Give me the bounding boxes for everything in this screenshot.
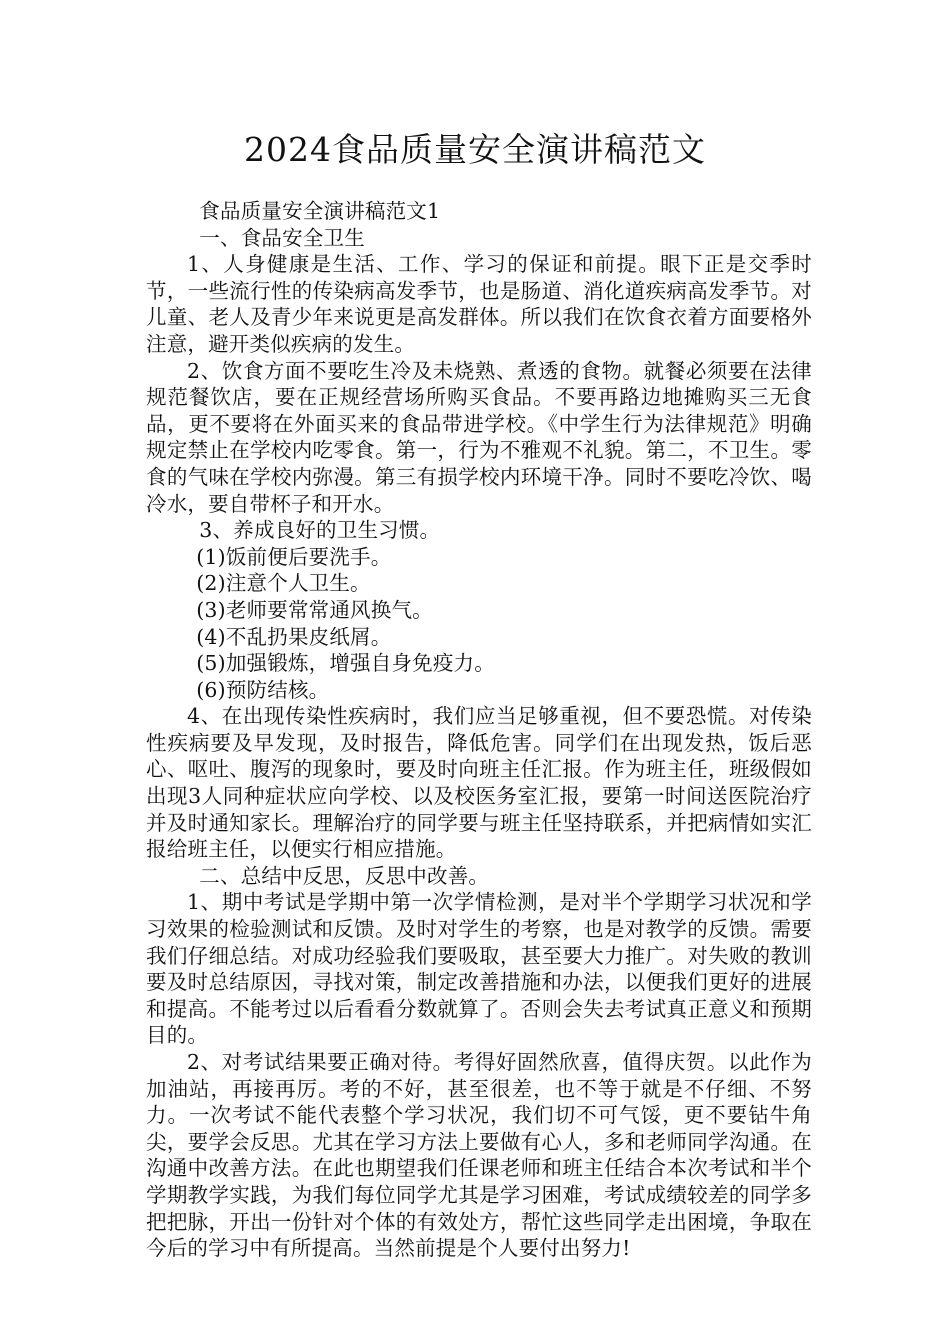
list-item: (4)不乱扔果皮纸屑。 (196, 624, 392, 649)
list-item: (5)加强锻炼，增强自身免疫力。 (196, 651, 495, 676)
document-title: 2024食品质量安全演讲稿范文 (244, 130, 706, 169)
paragraph: 1、期中考试是学期中第一次学情检测，是对半个学期学习状况和学习效果的检验测试和反馈。及时对学生的考察，也是对教学的反馈。需要我们仔细总结。对成功经验我们要吸取，甚至要大力推广。对失败的教训要及时总结原因，寻找对策，制定改善措施和办法，以便我们更好的进展和提高。不能考过以后看看分数就算了。否则会失去考试真正意义和预期目的。 (146, 890, 812, 1048)
section-heading: 一、食品安全卫生 (199, 225, 365, 250)
list-item: (3)老师要常常通风换气。 (196, 597, 433, 622)
paragraph: 1、人身健康是生活、工作、学习的保证和前提。眼下正是交季时节，一些流行性的传染病高发季节，也是肠道、消化道疾病高发季节。对儿童、老人及青少年来说更是高发群体。所以我们在饮食衣着方面要格外注意，避开类似疾病的发生。 (146, 252, 812, 356)
list-item: (1)饭前便后要洗手。 (196, 544, 392, 569)
list-item: (2)注意个人卫生。 (196, 571, 371, 596)
list-item: (6)预防结核。 (196, 677, 330, 702)
paragraph: 2、饮食方面不要吃生冷及未烧熟、煮透的食物。就餐必须要在法律规范餐饮店，要在正规经营场所购买食品。不要再路边地摊购买三无食品，更不要将在外面买来的食品带进学校。《中学生行为法律规范》明确规定禁止在学校内吃零食。第一，行为不雅观不礼貌。第二，不卫生。零食的气味在学校内弥漫。第三有损学校内环境干净。同时不要吃冷饮、喝冷水，要自带杯子和开水。 (146, 358, 812, 516)
section-heading: 二、总结中反思，反思中改善。 (199, 863, 490, 888)
document-body (146, 198, 812, 1262)
paragraph: 4、在出现传染性疾病时，我们应当足够重视，但不要恐慌。对传染性疾病要及早发现，及时报告，降低危害。同学们在出现发热，饭后恶心、呕吐、腹泻的现象时，要及时向班主任汇报。作为班主任，班级假如出现3人同种症状应向学校、以及校医务室汇报，要第一时间送医院治疗并及时通知家长。理解治疗的同学要与班主任坚持联系，并把病情如实汇报给班主任，以便实行相应措施。 (146, 704, 812, 862)
section-heading: 食品质量安全演讲稿范文1 (199, 199, 441, 223)
paragraph: 2、对考试结果要正确对待。考得好固然欣喜，值得庆贺。以此作为加油站，再接再厉。考的不好，甚至很差，也不等于就是不仔细、不努力。一次考试不能代表整个学习状况，我们切不可气馁，更不要钻牛角尖，要学会反思。尤其在学习方法上要做有心人，多和老师同学沟通。在沟通中改善方法。在此也期望我们任课老师和班主任结合本次考试和半个学期教学实践，为我们每位同学尤其是学习困难，考试成绩较差的同学多把把脉，开出一份针对个体的有效处方，帮忙这些同学走出困境，争取在今后的学习中有所提高。当然前提是个人要付出努力! (146, 1050, 812, 1261)
subsection-heading: 3、养成良好的卫生习惯。 (199, 518, 441, 543)
